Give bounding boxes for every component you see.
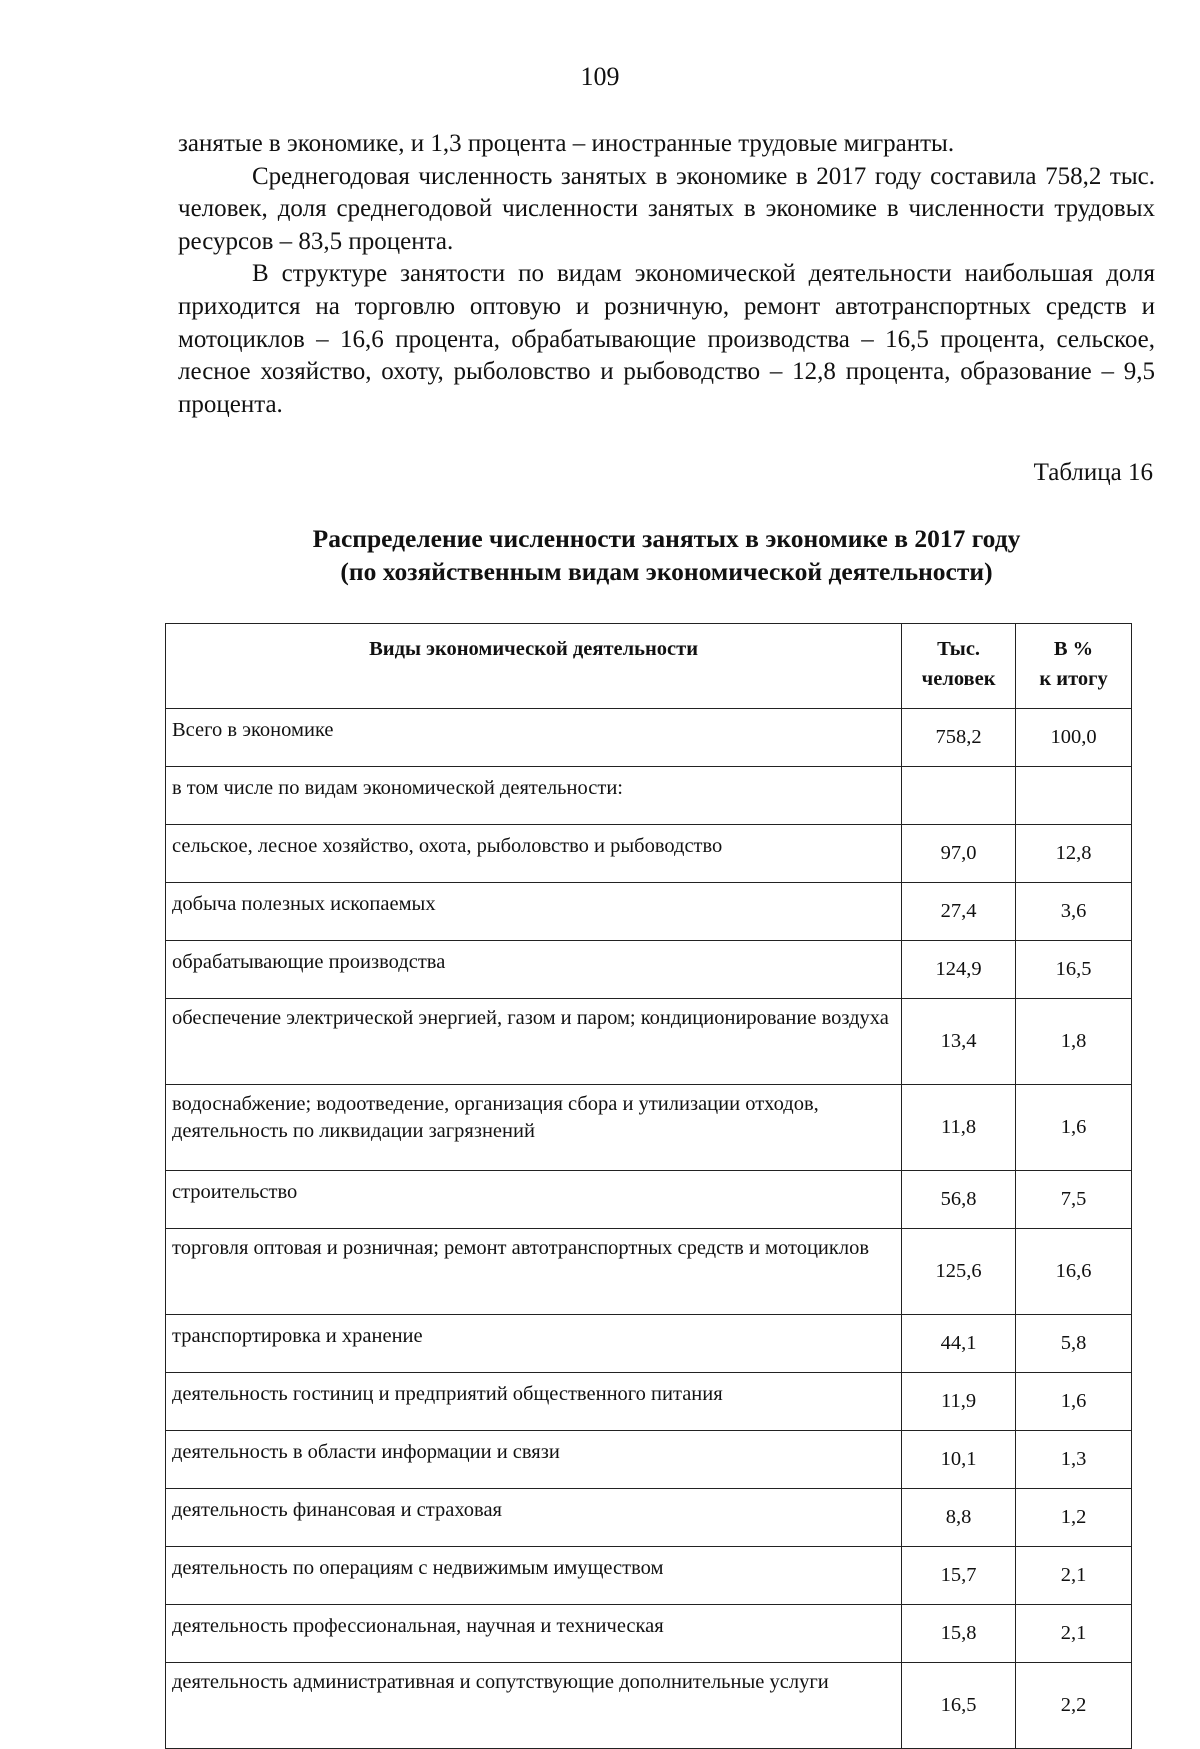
table-row (166, 1431, 1132, 1489)
percent-value: 16,5 (1016, 941, 1132, 999)
page-number: 109 (580, 62, 620, 91)
table-row (166, 1663, 1132, 1749)
activity-name: строительство (166, 1171, 902, 1229)
paragraph-2: Среднегодовая численность занятых в экономике в 2017 году составила 758,2 тыс. человек, доля среднегодовой численности занятых в экономике в численности трудовых ресурсов – 83,5 процента. (178, 162, 1155, 255)
table-title-line-2: (по хозяйственным видам экономической деятельности) (340, 557, 993, 586)
table-row (166, 825, 1132, 883)
paragraph-3: В структуре занятости по видам экономической деятельности наибольшая доля приходится на торговлю оптовую и розничную, ремонт автотранспортных средств и мотоциклов – 16,6 процента, обрабатывающие производства – 16,5 процента, сельское, лесное хозяйство, охоту, рыболовство и рыбоводство – 12,8 процента, образование – 9,5 процента. (178, 260, 1155, 418)
thousands-value: 8,8 (902, 1489, 1016, 1547)
percent-value: 1,6 (1016, 1373, 1132, 1431)
table-row (166, 1373, 1132, 1431)
header-percent-line-1: В % (1053, 638, 1094, 660)
header-thousands-line-2: человек (921, 668, 996, 690)
activity-name: обрабатывающие производства (166, 941, 902, 999)
table-header-row (166, 624, 1132, 709)
table-row (166, 1547, 1132, 1605)
percent-value (1016, 767, 1132, 825)
body-text (178, 128, 1155, 421)
thousands-value: 11,9 (902, 1373, 1016, 1431)
activity-name: деятельность административная и сопутствующие дополнительные услуги (166, 1663, 902, 1749)
table-row (166, 999, 1132, 1085)
activity-name: деятельность финансовая и страховая (166, 1489, 902, 1547)
percent-value: 2,1 (1016, 1547, 1132, 1605)
activity-name: сельское, лесное хозяйство, охота, рыболовство и рыбоводство (166, 825, 902, 883)
activity-name: деятельность профессиональная, научная и техническая (166, 1605, 902, 1663)
table-row (166, 767, 1132, 825)
thousands-value: 13,4 (902, 999, 1016, 1085)
activity-name: обеспечение электрической энергией, газом и паром; кондиционирование воздуха (166, 999, 902, 1085)
percent-value: 1,2 (1016, 1489, 1132, 1547)
thousands-value: 11,8 (902, 1085, 1016, 1171)
header-percent-line-2: к итогу (1039, 668, 1108, 690)
table-row (166, 1171, 1132, 1229)
table-row (166, 1489, 1132, 1547)
thousands-value: 15,8 (902, 1605, 1016, 1663)
thousands-value: 125,6 (902, 1229, 1016, 1315)
percent-value: 1,6 (1016, 1085, 1132, 1171)
percent-value: 5,8 (1016, 1315, 1132, 1373)
table-row (166, 941, 1132, 999)
percent-value: 100,0 (1016, 709, 1132, 767)
table-caption: Таблица 16 (1033, 459, 1153, 486)
thousands-value: 27,4 (902, 883, 1016, 941)
header-activity: Виды экономической деятельности (166, 624, 902, 709)
table-row (166, 709, 1132, 767)
table-title-line-1: Распределение численности занятых в экономике в 2017 году (312, 524, 1021, 553)
thousands-value: 758,2 (902, 709, 1016, 767)
thousands-value: 97,0 (902, 825, 1016, 883)
table-row (166, 1085, 1132, 1171)
table-row (166, 883, 1132, 941)
thousands-value: 16,5 (902, 1663, 1016, 1749)
percent-value: 2,2 (1016, 1663, 1132, 1749)
percent-value: 1,8 (1016, 999, 1132, 1085)
table-title (178, 522, 1155, 588)
percent-value: 16,6 (1016, 1229, 1132, 1315)
percent-value: 7,5 (1016, 1171, 1132, 1229)
table-row (166, 1605, 1132, 1663)
employment-table (165, 623, 1132, 1749)
activity-name: транспортировка и хранение (166, 1315, 902, 1373)
thousands-value: 56,8 (902, 1171, 1016, 1229)
activity-name: Всего в экономике (166, 709, 902, 767)
activity-name: добыча полезных ископаемых (166, 883, 902, 941)
percent-value: 2,1 (1016, 1605, 1132, 1663)
thousands-value (902, 767, 1016, 825)
activity-name: торговля оптовая и розничная; ремонт автотранспортных средств и мотоциклов (166, 1229, 902, 1315)
paragraph-1: занятые в экономике, и 1,3 процента – иностранные трудовые мигранты. (178, 130, 955, 157)
header-percent (1016, 624, 1132, 709)
header-thousands-line-1: Тыс. (937, 638, 981, 660)
thousands-value: 44,1 (902, 1315, 1016, 1373)
thousands-value: 124,9 (902, 941, 1016, 999)
activity-name: деятельность в области информации и связи (166, 1431, 902, 1489)
thousands-value: 10,1 (902, 1431, 1016, 1489)
thousands-value: 15,7 (902, 1547, 1016, 1605)
table-row (166, 1229, 1132, 1315)
header-thousands (902, 624, 1016, 709)
table-row (166, 1315, 1132, 1373)
percent-value: 1,3 (1016, 1431, 1132, 1489)
activity-name: деятельность по операциям с недвижимым имуществом (166, 1547, 902, 1605)
activity-name: водоснабжение; водоотведение, организация сбора и утилизации отходов, деятельность по ликвидации загрязнений (166, 1085, 902, 1171)
activity-name: деятельность гостиниц и предприятий общественного питания (166, 1373, 902, 1431)
percent-value: 12,8 (1016, 825, 1132, 883)
activity-name: в том числе по видам экономической деятельности: (166, 767, 902, 825)
percent-value: 3,6 (1016, 883, 1132, 941)
